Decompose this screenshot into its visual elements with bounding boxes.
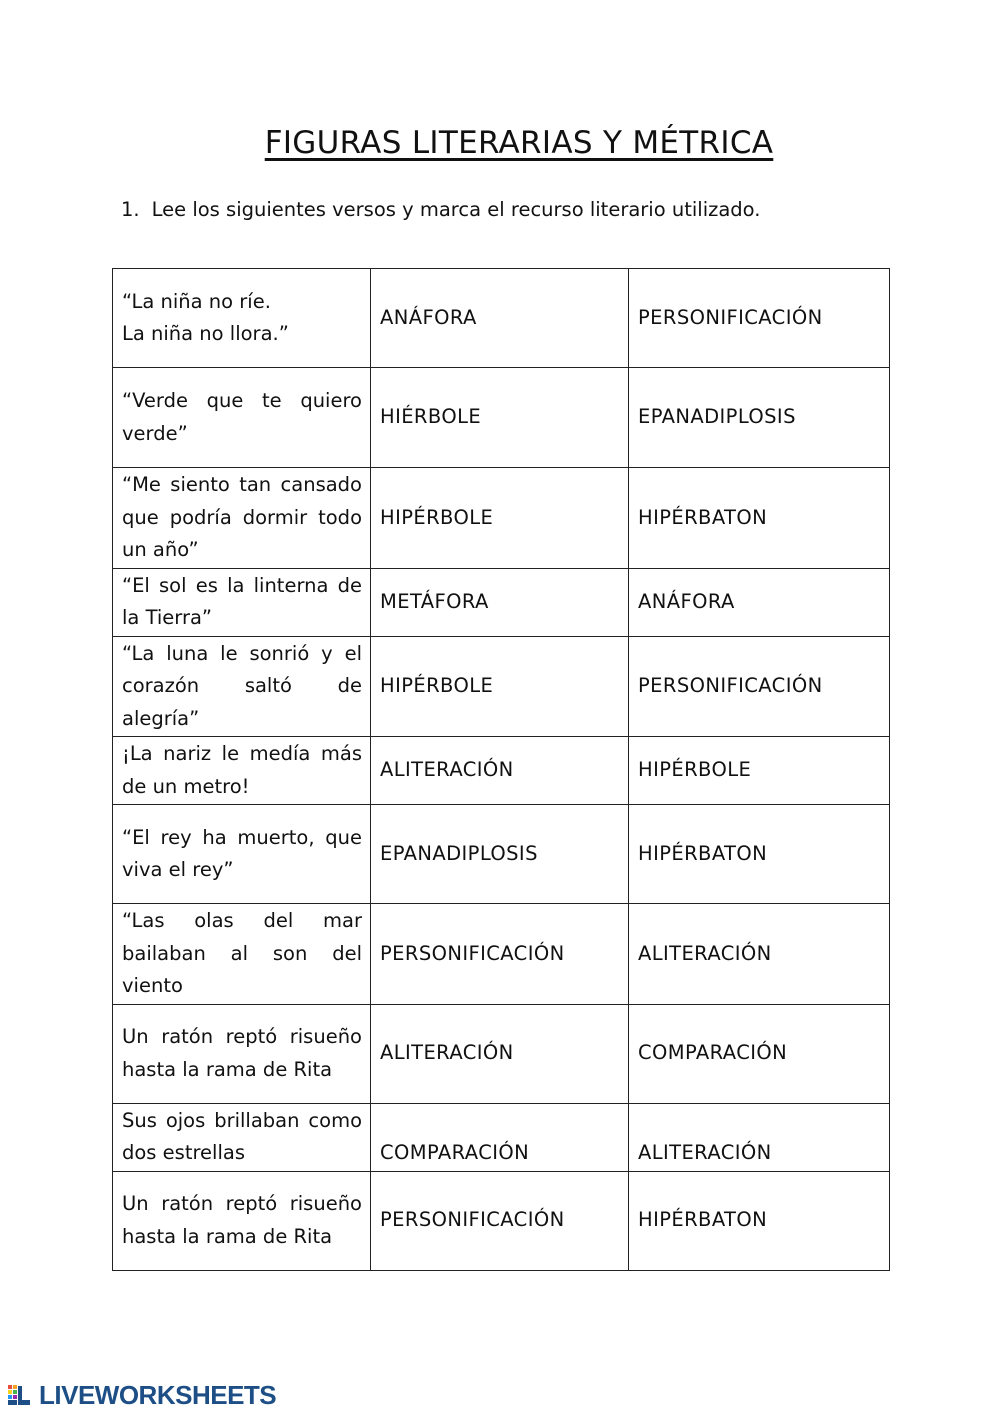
instruction — [121, 198, 760, 221]
brand-name: LIVEWORKSHEETS — [39, 1379, 277, 1410]
option-a-cell[interactable]: PERSONIFICACIÓN — [371, 1171, 629, 1270]
verse-cell: Sus ojos brillaban como dos estrellas — [113, 1103, 371, 1171]
table-row — [113, 636, 890, 737]
verse-cell: “El sol es la linterna de la Tierra” — [113, 568, 371, 636]
table-row — [113, 269, 890, 368]
page-title — [0, 123, 1000, 161]
verse-cell: “Verde que te quiero verde” — [113, 368, 371, 468]
option-a-cell[interactable]: ALITERACIÓN — [371, 1004, 629, 1103]
figures-table — [112, 268, 890, 1271]
liveworksheets-logo-icon — [7, 1382, 37, 1408]
table-row — [113, 805, 890, 904]
option-b-cell[interactable]: HIPÉRBATON — [629, 468, 890, 569]
table-row — [113, 1103, 890, 1171]
option-b-cell[interactable]: EPANADIPLOSIS — [629, 368, 890, 468]
option-a-cell[interactable]: EPANADIPLOSIS — [371, 805, 629, 904]
verse-cell: “La luna le sonrió y el corazón saltó de alegría” — [113, 636, 371, 737]
option-a-cell[interactable]: HIPÉRBOLE — [371, 468, 629, 569]
verse-cell: ¡La nariz le medía más de un metro! — [113, 737, 371, 805]
option-b-cell[interactable]: HIPÉRBATON — [629, 1171, 890, 1270]
option-b-cell[interactable]: ALITERACIÓN — [629, 1103, 890, 1171]
table-row — [113, 737, 890, 805]
table-row — [113, 368, 890, 468]
footer-logo[interactable] — [7, 1379, 276, 1411]
page-title-text: FIGURAS LITERARIAS Y MÉTRICA — [264, 125, 774, 161]
option-a-cell[interactable]: PERSONIFICACIÓN — [371, 904, 629, 1005]
verse-cell: Un ratón reptó risueño hasta la rama de Rita — [113, 1004, 371, 1103]
option-a-cell[interactable]: ANÁFORA — [371, 269, 629, 368]
verse-cell: “La niña no ríe. La niña no llora.” — [113, 269, 371, 368]
table-row — [113, 904, 890, 1005]
table-row — [113, 468, 890, 569]
verse-cell: Un ratón reptó risueño hasta la rama de Rita — [113, 1171, 371, 1270]
option-b-cell[interactable]: ALITERACIÓN — [629, 904, 890, 1005]
table-row — [113, 568, 890, 636]
option-a-cell[interactable]: HIPÉRBOLE — [371, 636, 629, 737]
option-b-cell[interactable]: HIPÉRBOLE — [629, 737, 890, 805]
option-b-cell[interactable]: PERSONIFICACIÓN — [629, 269, 890, 368]
instruction-number: 1. — [121, 198, 140, 221]
table-row — [113, 1171, 890, 1270]
option-a-cell[interactable]: HIÉRBOLE — [371, 368, 629, 468]
option-b-cell[interactable]: PERSONIFICACIÓN — [629, 636, 890, 737]
option-b-cell[interactable]: HIPÉRBATON — [629, 805, 890, 904]
option-a-cell[interactable]: COMPARACIÓN — [371, 1103, 629, 1171]
verse-cell: “Las olas del mar bailaban al son del viento — [113, 904, 371, 1005]
option-b-cell[interactable]: ANÁFORA — [629, 568, 890, 636]
option-a-cell[interactable]: METÁFORA — [371, 568, 629, 636]
option-a-cell[interactable]: ALITERACIÓN — [371, 737, 629, 805]
instruction-text: Lee los siguientes versos y marca el recurso literario utilizado. — [151, 198, 761, 221]
table-row — [113, 1004, 890, 1103]
verse-cell: “El rey ha muerto, que viva el rey” — [113, 805, 371, 904]
verse-cell: “Me siento tan cansado que podría dormir todo un año” — [113, 468, 371, 569]
option-b-cell[interactable]: COMPARACIÓN — [629, 1004, 890, 1103]
